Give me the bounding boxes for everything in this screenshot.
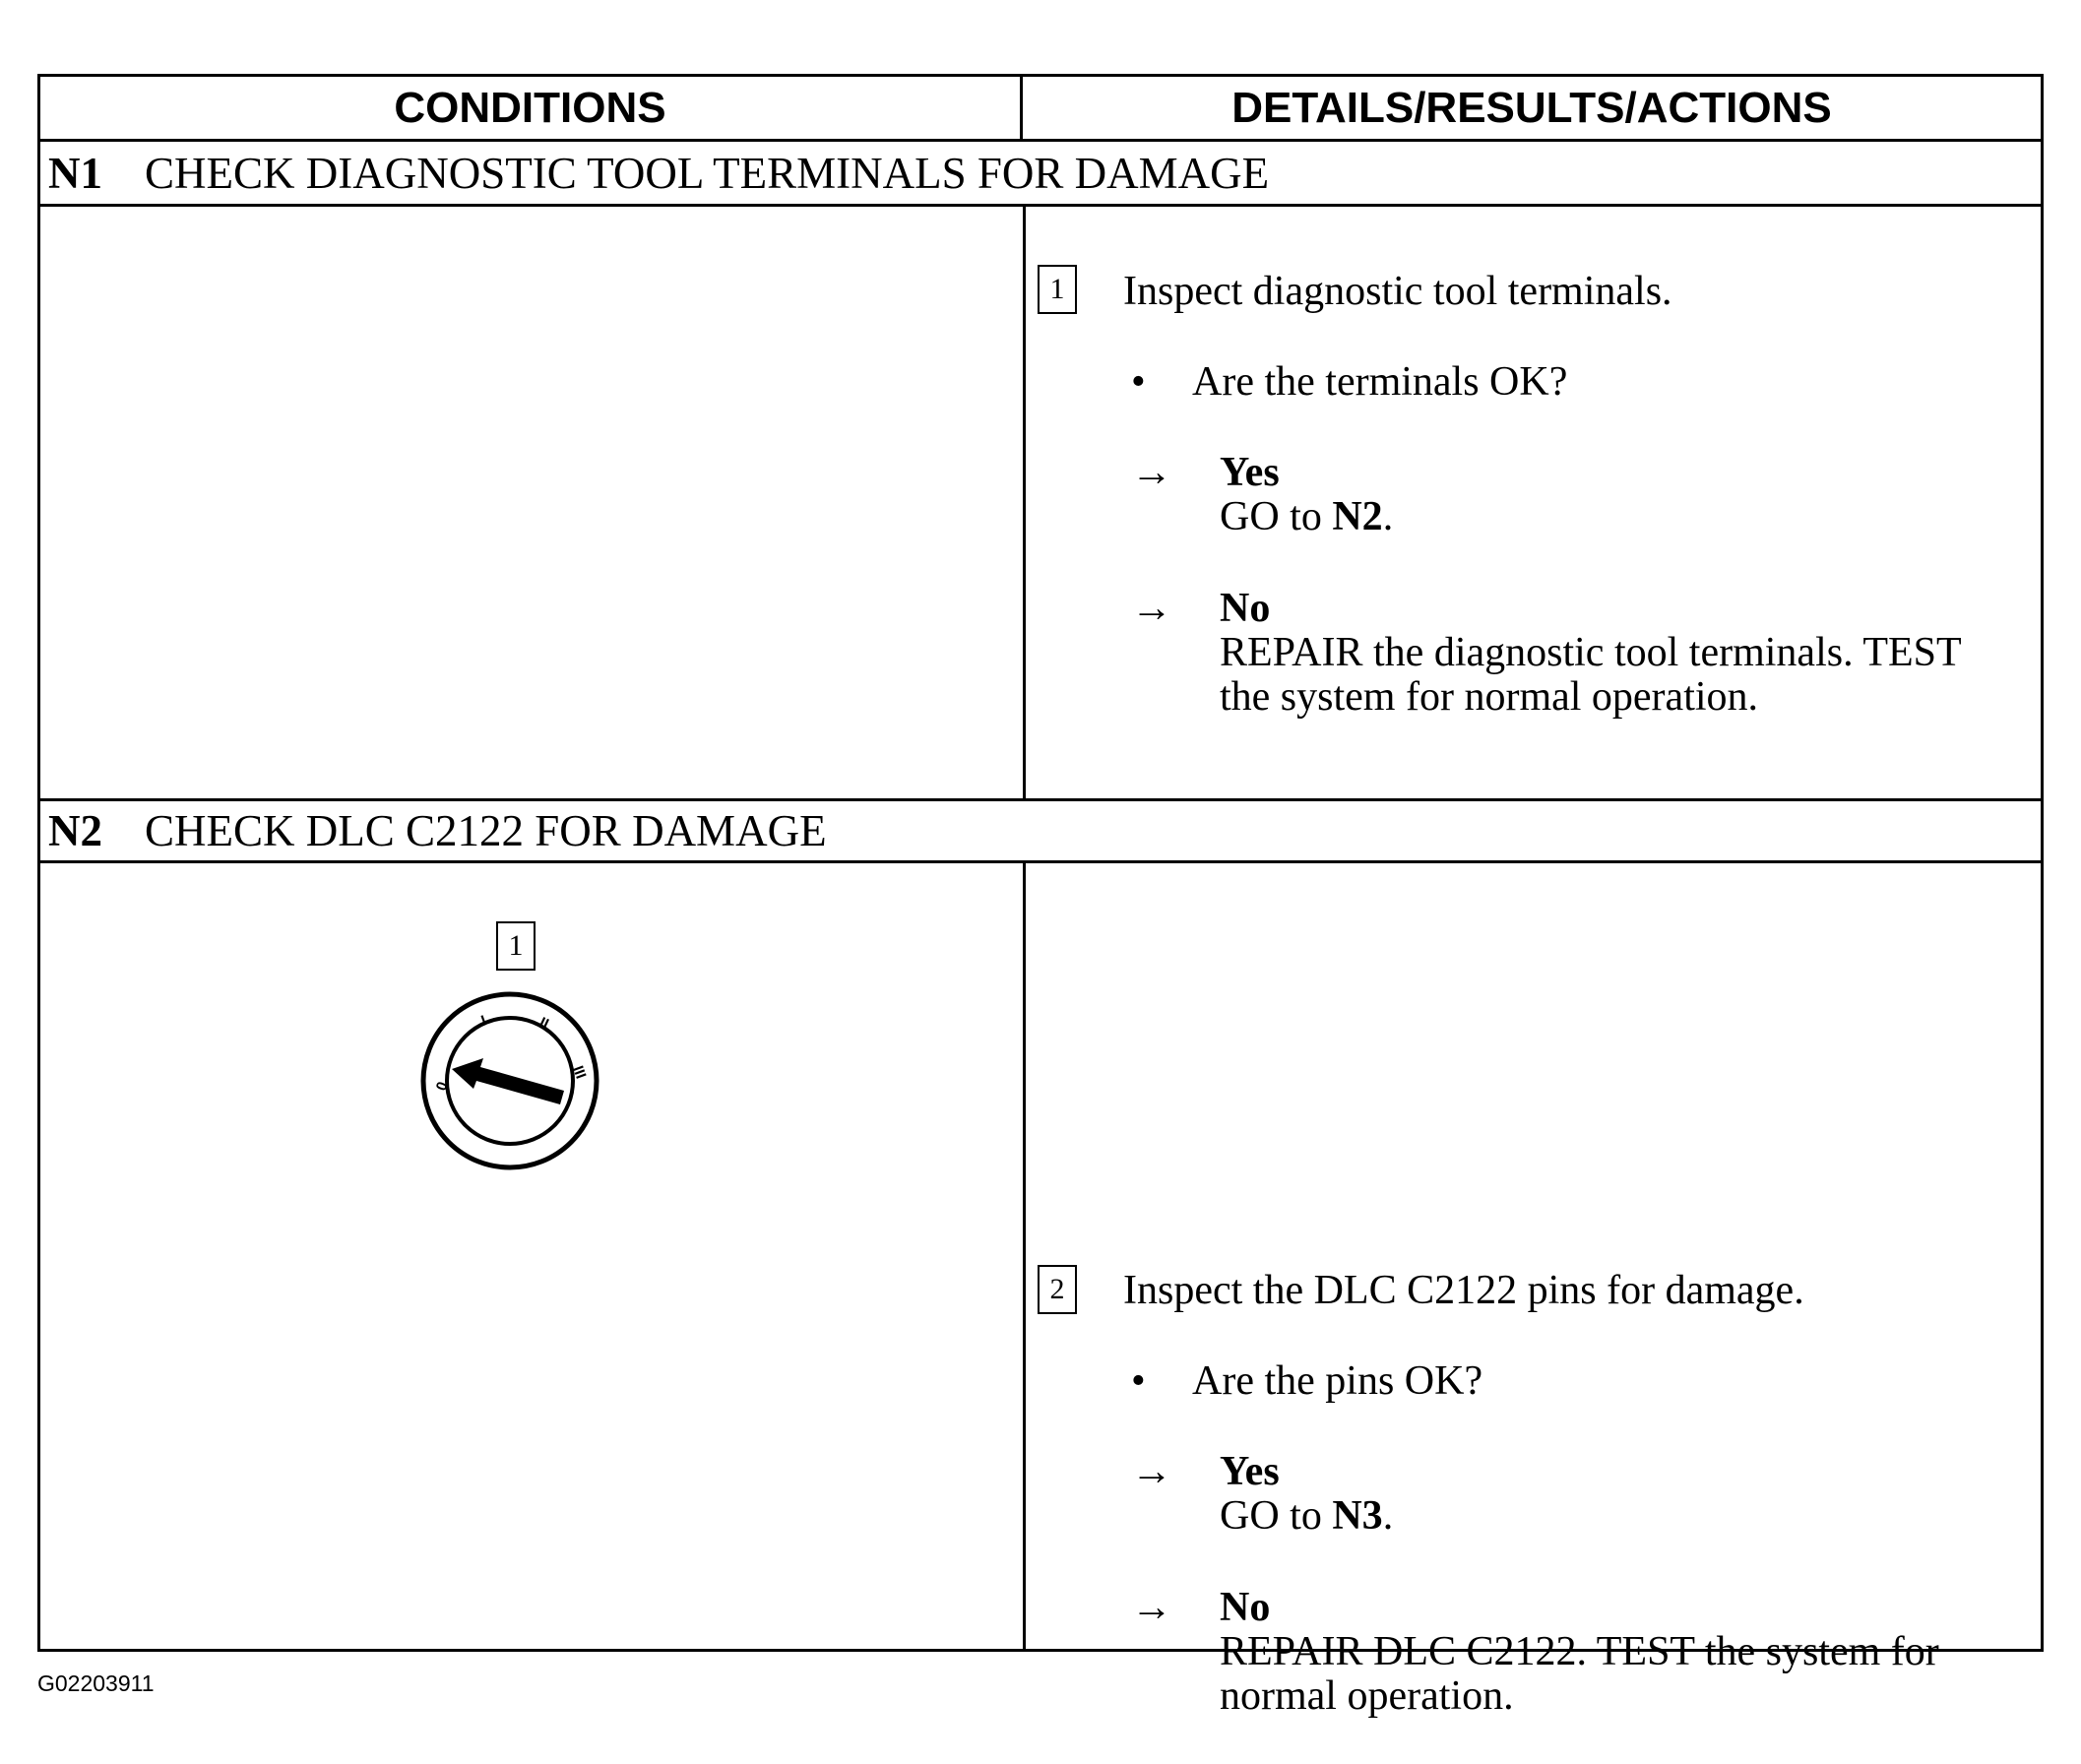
step-code: N2 [48, 806, 102, 855]
position-ii-label: II [536, 1014, 552, 1034]
no-result-line1: REPAIR the diagnostic tool terminals. TEST [1220, 630, 1962, 675]
bullet: • [1131, 1358, 1146, 1404]
yes-label: Yes [1220, 1449, 1280, 1494]
yes-end: . [1382, 494, 1394, 539]
step-n2-title-row [40, 801, 2041, 863]
ignition-switch-icon [418, 989, 601, 1172]
no-result-line2: normal operation. [1220, 1673, 1514, 1719]
action-number-box: 1 [1038, 265, 1077, 314]
action-text: Inspect diagnostic tool terminals. [1123, 269, 1672, 314]
column-divider [1023, 207, 1026, 798]
arrow-icon: → [1131, 450, 1172, 495]
yes-end: . [1382, 1493, 1394, 1539]
details-header: DETAILS/RESULTS/ACTIONS [1231, 83, 1832, 132]
table-header [40, 77, 2041, 142]
step-title: CHECK DLC C2122 FOR DAMAGE [145, 806, 827, 855]
yes-target: N3 [1332, 1493, 1383, 1539]
question-text: Are the pins OK? [1192, 1358, 1483, 1404]
step-title: CHECK DIAGNOSTIC TOOL TERMINALS FOR DAMAGE [145, 148, 1270, 198]
yes-label: Yes [1220, 450, 1280, 495]
yes-result [1220, 494, 1393, 539]
question-text: Are the terminals OK? [1192, 359, 1568, 405]
yes-result [1220, 1493, 1393, 1539]
step-n1-body [40, 207, 2041, 801]
no-result-line2: the system for normal operation. [1220, 674, 1759, 720]
position-iii-label: III [569, 1063, 590, 1082]
yes-text: GO to [1220, 494, 1333, 539]
conditions-header: CONDITIONS [40, 77, 1023, 139]
yes-target: N2 [1332, 494, 1383, 539]
step-n1-title [40, 142, 2041, 204]
arrow-icon: → [1131, 586, 1172, 631]
arrow-icon: → [1131, 1449, 1172, 1494]
yes-text: GO to [1220, 1493, 1333, 1539]
no-label: No [1220, 586, 1271, 631]
column-divider [1023, 863, 1026, 1649]
no-result-line1: REPAIR DLC C2122. TEST the system for [1220, 1629, 1939, 1674]
figure-id: G02203911 [37, 1670, 155, 1696]
action-number-box: 2 [1038, 1265, 1077, 1314]
arrow-icon: → [1131, 1585, 1172, 1630]
step-code: N1 [48, 148, 102, 198]
position-0-label: 0 [432, 1079, 452, 1094]
step-n1-title-row [40, 142, 2041, 207]
bullet: • [1131, 359, 1146, 405]
no-label: No [1220, 1585, 1271, 1630]
step-n2-title [40, 801, 2041, 860]
action-text: Inspect the DLC C2122 pins for damage. [1123, 1268, 1804, 1313]
illustration-number-box: 1 [496, 921, 536, 971]
position-i-label: I [478, 1012, 489, 1030]
